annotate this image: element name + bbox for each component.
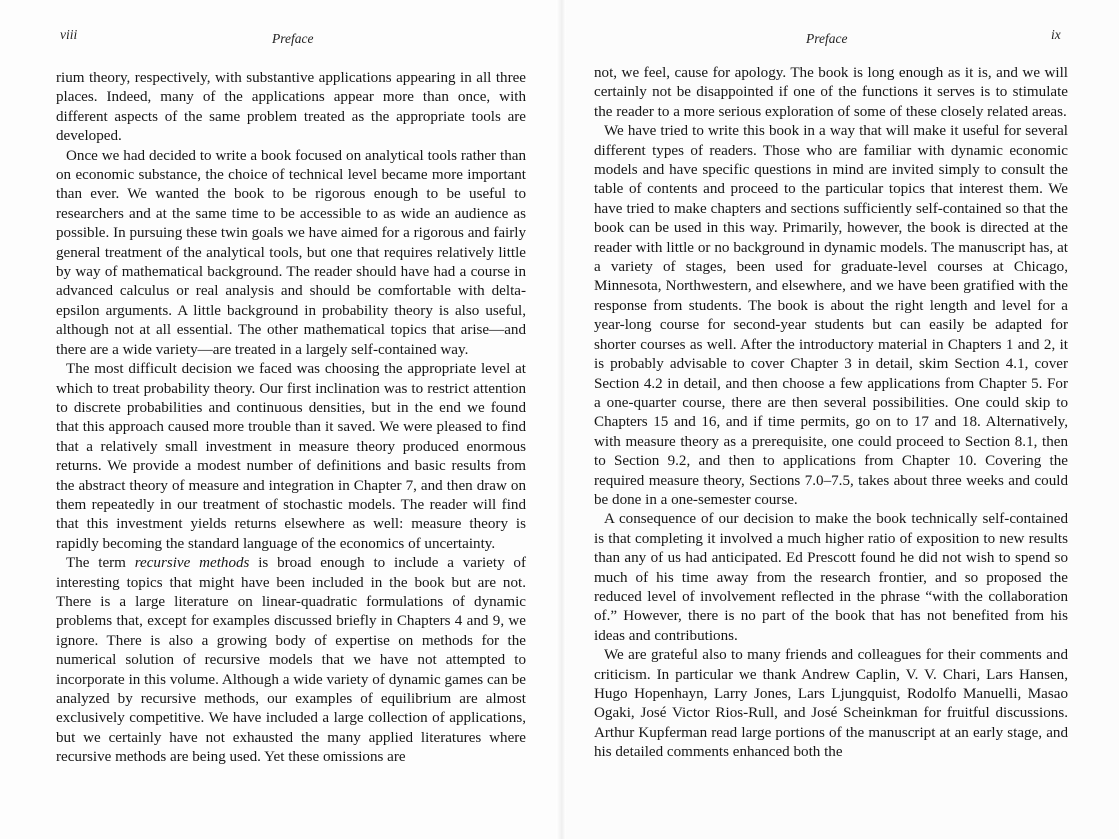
paragraph-rest: is broad enough to include a variety of interesting topics that might have been included in the book but are not. There is a large literature on linear-quadratic formulations of dynamic problems that, except for examples discussed briefly in Chapters 4 and 9, we ignore. There is also a growing body of expertise on methods for the numerical solution of recursive models that we have not attempted to incorporate in this volume. Although a wide variety of dynamic games can be analyzed by recursive methods, our examples of equilibrium are almost exclusively competitive. We have included a large collection of applications, but we certainly have not exhausted the many applied literatures where recursive methods are being used. Yet these omissions are: [56, 555, 526, 766]
left-page-number: viii: [60, 27, 78, 42]
paragraph: We are grateful also to many friends and colleagues for their comments and criticism. In particular we thank Andrew Caplin, V. V. Chari, Lars Hansen, Hugo Hopenhayn, Larry Jones, Lars Ljungquist, Rodolfo Manuelli, Masao Ogaki, José Victor Rios-Rull, and José Scheinkman for fruitful discussions. Arthur Kupferman read large portions of the manuscript at an early stage, and his detailed comments enhanced both the: [594, 647, 1068, 761]
paragraph: [56, 554, 526, 767]
paragraph: We have tried to write this book in a way that will make it useful for several different types of readers. Those who are familiar with dynamic economic models and have specific questions in mind are invited simply to consult the table of contents and proceed to the particular topics that interest them. We have tried to make chapters and sections sufficiently self-contained so that the book can be used in this way. Primarily, however, the book is directed at the reader with little or no background in dynamic models. The manuscript has, at a variety of stages, been used for graduate-level courses at Chicago, Minnesota, Northwestern, and elsewhere, and we have been gratified with the response from students. The book is about the right length and level for a year-long course for second-year students but can easily be adapted for shorter courses as well. After the introductory material in Chapters 1 and 2, it is probably advisable to cover Chapter 3 in detail, skim Section 4.1, cover Section 4.2 in detail, and then choose a few applications from Chapter 5. For a one-quarter course, there are then several possibilities. One could skip to Chapters 15 and 16, and if time permits, go on to 17 and 18. Alternatively, with measure theory as a prerequisite, one could proceed to Section 8.1, then to Section 9.2, and then to applications from Chapter 10. Covering the required measure theory, Sections 7.0–7.5, takes about three weeks and could be done in a one-semester course.: [594, 123, 1068, 508]
paragraph: rium theory, respectively, with substantive applications appearing in all three places. Indeed, many of the applications appear more than once, with different aspects of the same problem treated as the appropriate tools are developed.: [56, 70, 526, 145]
right-page-number: ix: [1051, 27, 1061, 42]
paragraph: not, we feel, cause for apology. The book is long enough as it is, and we will certainly not be disappointed if one of the functions it serves is to stimulate the reader to a more serious exploration of some of these closely related areas.: [594, 65, 1068, 120]
paragraph-lead: The term: [66, 555, 135, 572]
paragraph: Once we had decided to write a book focused on analytical tools rather than on economic substance, the choice of technical level became more important than ever. We wanted the book to be rigorous enough to be useful to researchers and at the same time to be accessible to as wide an audience as possible. In pursuing these twin goals we have aimed for a rigorous and fairly general treatment of the analytical tools, but one that requires relatively little by way of mathematical background. The reader should have had a course in advanced calculus or real analysis and should be comfortable with delta-epsilon arguments. A little background in probability theory is also useful, although not at all essential. The other mathematical topics that arise—and there are a wide variety—are treated in a largely self-contained way.: [56, 147, 526, 358]
right-page-body: [594, 64, 1068, 763]
book-gutter: [556, 0, 566, 839]
left-running-head: Preface: [272, 31, 314, 46]
paragraph: The most difficult decision we faced was choosing the appropriate level at which to treat probability theory. Our first inclination was to restrict attention to discrete probabilities and continuous densities, but in the end we found that this approach caused more trouble than it saved. We were pleased to find that a relatively small investment in measure theory produced enormous returns. We provide a modest number of definitions and basic results from the abstract theory of measure and integration in Chapter 7, and then draw on them repeatedly in our treatment of stochastic models. The reader will find that this investment yields returns elsewhere as well: measure theory is rapidly becoming the standard language of the economics of uncertainty.: [56, 361, 526, 552]
right-running-head: Preface: [806, 31, 848, 46]
left-page-body: [56, 69, 526, 768]
paragraph: A consequence of our decision to make the book technically self-contained is that completing it involved a much higher ratio of exposition to new results than any of us had anticipated. Ed Prescott found he did not wish to spend so much of his time away from the research frontier, and so proposed the reduced level of involvement reflected in the phrase “with the collaboration of.” However, there is no part of the book that has not benefited from his ideas and contributions.: [594, 511, 1068, 644]
emphasized-term: recursive methods: [134, 555, 250, 572]
